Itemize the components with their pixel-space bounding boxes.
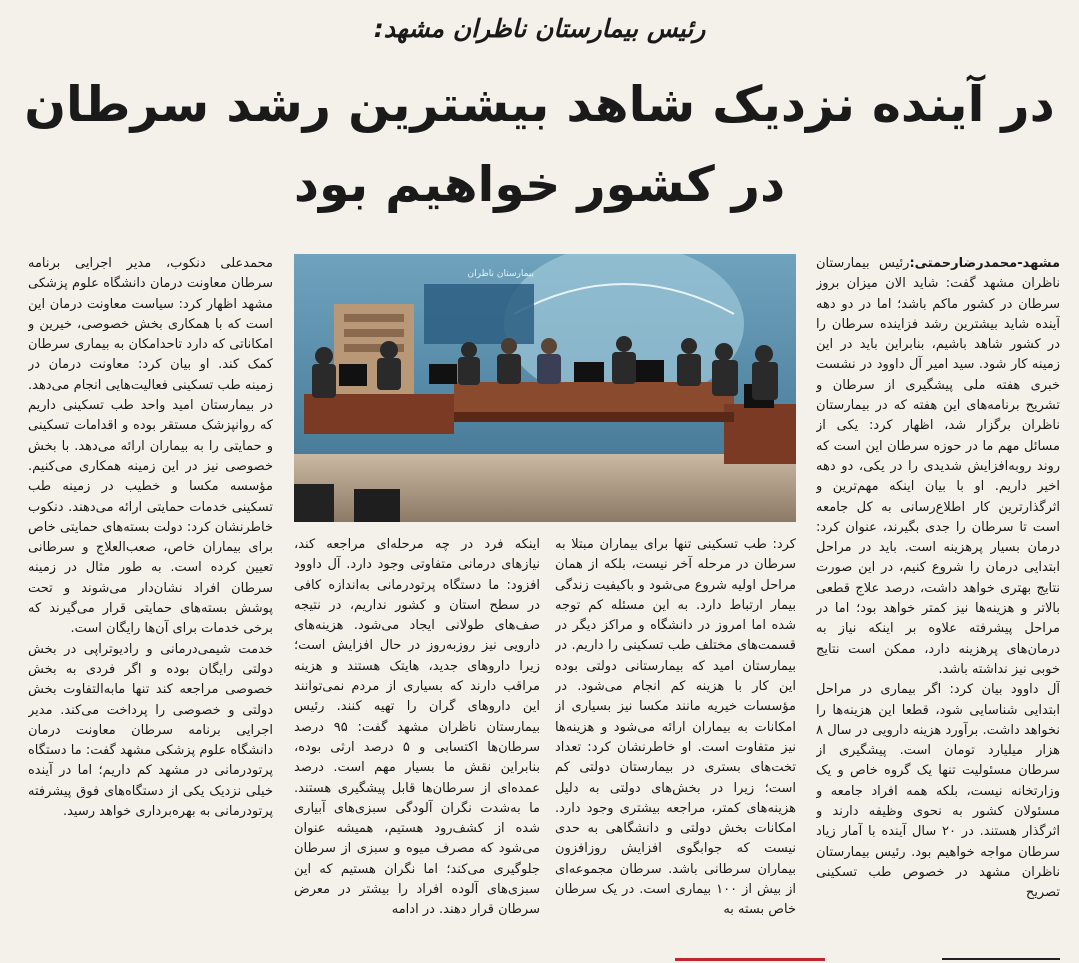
paragraph: کرد: طب تسکینی تنها برای بیماران مبتلا به سرطان در مرحله آخر نیست، بلکه از همان مراحل اولیه شروع می‌شود و باکیفیت زندگی بیمار ارتباط دارد. به این مسئله کم توجه شده اما امروز در دانشگاه و مراکز دیگر در قسمت‌های مختلف طب تسکینی را داریم. در بیمارستان امید که بیمارستانی دولتی بوده این کار با هزینه کم انجام می‌شود. در مؤسسات خیریه مانند مکسا نیز بسیاری از امکانات به بیماران ارائه می‌شود و هزینه‌ها نیز متفاوت است. او خاطرنشان کرد: تعداد تخت‌های بستری در بیمارستان دولتی کم است؛ زیرا در بخش‌های دولتی به دلیل هزینه‌های کمتر، مراجعه بیشتری وجود دارد. امکانات بخش دولتی و دانشگاهی به حدی نیست که جوابگوی افزایش روزافزون بیماران سرطانی باشد. سرطان مجموعه‌ای از بیش از ۱۰۰ بیماری است. در یک سرطان خاص بسته به bbox=[555, 537, 796, 918]
article-column-left bbox=[28, 254, 273, 963]
article-column-middle-left bbox=[294, 535, 540, 963]
paragraph: خدمت شیمی‌درمانی و رادیوتراپی در بخش دولتی رایگان بوده و اگر فردی به بخش خصوصی مراجعه کند تنها مابه‌التفاوت بخش دولتی و خصوصی را پرداخت می‌کند. مدیر اجرایی برنامه سرطان معاونت درمان دانشگاه علوم پزشکی مشهد گفت: ما دستگاه پرتودرمانی در مشهد کم داریم؛ اما در آینده خیلی نزدیک یکی از دستگاه‌های فوق پیشرفته پرتودرمانی به بهره‌برداری خواهد رسید. bbox=[28, 641, 273, 820]
paragraph: اینکه فرد در چه مرحله‌ای مراجعه کند، نیازهای درمانی متفاوتی وجود دارد. آل داوود افزود: ما دستگاه پرتودرمانی به‌اندازه کافی در سطح استان و کشور نداریم، در نتیجه صف‌های طولانی ایجاد می‌شود. هزینه‌های دارویی نیز روزبه‌روز در حال افزایش است؛ زیرا داروهای جدید، هایتک هستند و هزینه مراقب دارند که بسیاری از مردم نمی‌توانند این داروهای گران را تهیه کنند. رئیس بیمارستان ناظران مشهد گفت: ۹۵ درصد سرطان‌ها اکتسابی و ۵ درصد ارثی بوده، بنابراین نقش ما بسیار مهم است. درصد عمده‌ای از سرطان‌ها قابل پیشگیری هستند. ما به‌شدت نگران آلودگی سبزی‌های آبیاری شده از کشف‌رود هستیم، همیشه عنوان می‌شود که مصرف میوه و سبزی از سرطان جلوگیری می‌کند؛ اما نگران هستیم که این سبزی‌های آلوده افراد را بیشتر در معرض سرطان قرار دهند. در ادامه bbox=[294, 537, 540, 918]
bottom-rule bbox=[942, 958, 1060, 960]
red-accent-rule bbox=[675, 958, 825, 961]
kicker: رئیس بیمارستان ناظران مشهد: bbox=[373, 14, 706, 43]
paragraph-text: رئیس بیمارستان ناظران مشهد گفت: شاید الان میزان بروز سرطان در کشور ماکم باشد؛ اما در دو دهه آینده شاید بیشترین رشد فزاینده سرطان را در کشور شاهد باشیم، بنابراین باید در این زمینه کار شود. سید امیر آل داوود در نشست خبری هفته ملی پیشگیری از سرطان و تشریح برنامه‌های این هفته که در بیمارستان ناظران برگزار شد، اظهار کرد: یکی از مسائل مهم ما در حوزه سرطان این است که روند روبه‌افزایش شدیدی را در یکی، دو دهه اخیر داریم. او با بیان اینکه مهم‌ترین و اثرگذارترین کار اطلاع‌رسانی به کل جامعه است تا سرطان را جدی بگیرند، عنوان کرد: درمان بسیار پرهزینه است. باید در مراحل ابتدایی درمان را شروع کنیم، در این صورت نتایج بهتری خواهد داشت، درصد علاج قطعی بالاتر و هزینه‌ها نیز کمتر خواهد بود؛ اما در مراحل پیشرفته علاوه بر اینکه نیاز به درمان‌های پرهزینه دارد، ممکن است نتایج خوبی نیز نداشته باشد. bbox=[816, 256, 1060, 677]
paragraph: آل داوود بیان کرد: اگر بیماری در مراحل ابتدایی شناسایی شود، قطعا این هزینه‌ها را نخواهد داشت. برآورد هزینه دارویی در سال ۸ هزار میلیارد تومان است. پیشگیری از سرطان مسئولیت تنها یک گروه خاص و یک وزارتخانه نیست، بلکه همه افراد جامعه و مسئولان کشور به نحوی وظیفه دارند و اثرگذار هستند. در ۲۰ سال آینده با آمار زیاد سرطان مواجه خواهیم بود. رئیس بیمارستان ناظران مشهد در خصوص طب تسکینی تصریح bbox=[816, 682, 1060, 901]
meeting-photo bbox=[294, 254, 796, 522]
banner-text: بیمارستان ناظران bbox=[467, 269, 534, 279]
article-column-middle-right bbox=[555, 535, 796, 963]
meeting-photo-illustration bbox=[294, 254, 796, 522]
headline-line-2: در کشور خواهیم بود bbox=[293, 156, 786, 213]
byline: مشهد-محمدرضارحمتی: bbox=[909, 256, 1060, 271]
headline-line-1: در آینده نزدیک شاهد بیشترین رشد سرطان bbox=[24, 76, 1055, 133]
article-column-right bbox=[816, 254, 1060, 963]
paragraph bbox=[816, 254, 1060, 680]
paragraph: محمدعلی دنکوب، مدیر اجرایی برنامه سرطان معاونت درمان دانشگاه علوم پزشکی مشهد اظهار کرد: سیاست معاونت درمان این است که با همکاری بخش خصوصی، خیرین و امکاناتی که دارد تاحدامکان به بیماری سرطان کمک کند. او بیان کرد: معاونت درمان در زمینه طب تسکینی فعالیت‌هایی انجام می‌دهد. در بیمارستان امید واحد طب تسکینی داریم که روانپزشک مستقر بوده و اقدامات تسکینی و حمایتی را به بیماران ارائه می‌دهد. با بخش خصوصی نیز در این زمینه همکاری می‌کنیم. مؤسسه مکسا و خطیب در زمینه طب تسکینی خدمات حمایتی ارائه می‌دهند. دنکوب خاطرنشان کرد: دولت بسته‌های حمایتی خاص برای بیماران خاص، صعب‌العلاج و سرطانی تعیین کرده است. به طور مثال در زمینه سرطان افراد نشان‌دار می‌شوند و تحت پوشش بسته‌های حمایتی قرار می‌گیرند که برخی خدمات برای آن‌ها رایگان است. bbox=[28, 256, 273, 637]
